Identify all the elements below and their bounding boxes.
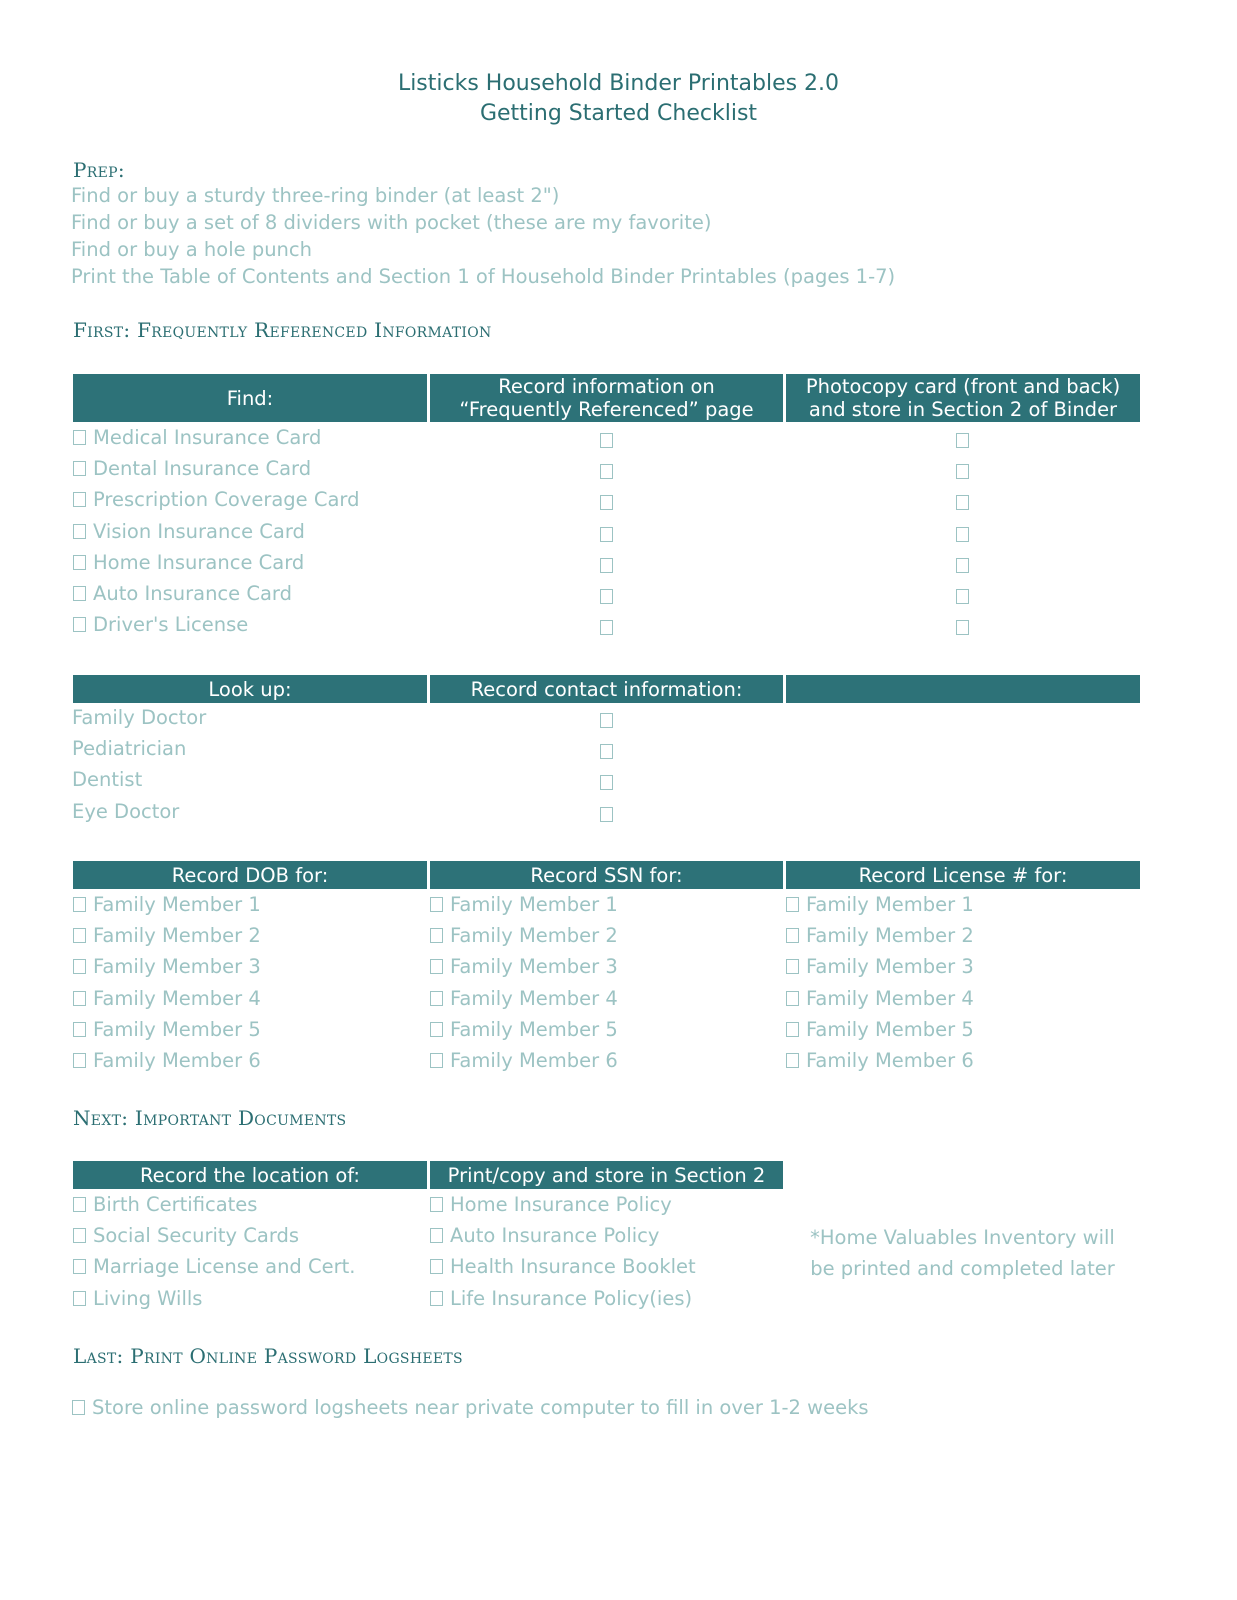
insurance-card-item-label: Home Insurance Card [93, 550, 305, 574]
photocopy-checkbox[interactable] [956, 558, 969, 573]
checkbox[interactable] [73, 1291, 86, 1306]
ssn-family-member-item[interactable] [430, 1018, 618, 1041]
next-heading: Next: Important Documents [73, 1106, 347, 1130]
checkbox[interactable] [73, 1259, 86, 1274]
document-location-item[interactable] [73, 1193, 257, 1216]
dob-family-member-item-label: Family Member 6 [93, 1049, 261, 1072]
checkbox[interactable] [786, 928, 799, 943]
license-family-member-item-label: Family Member 5 [806, 1017, 974, 1041]
insurance-card-item-label: Vision Insurance Card [93, 519, 305, 543]
document-location-item-label: Birth Certificates [93, 1193, 258, 1216]
checkbox[interactable] [430, 1259, 443, 1274]
checkbox[interactable] [786, 959, 799, 974]
record-checkbox[interactable] [600, 527, 613, 542]
lookup-item-label: Eye Doctor [72, 799, 180, 823]
prep-item: Find or buy a sturdy three-ring binder (at least 2") [71, 184, 560, 207]
table3-header-ssn: Record SSN for: [430, 861, 783, 889]
dob-family-member-item[interactable] [73, 1018, 261, 1041]
record-checkbox[interactable] [600, 495, 613, 510]
checkbox[interactable] [73, 430, 86, 445]
checkbox[interactable] [430, 1291, 443, 1306]
lookup-item [72, 768, 142, 791]
license-family-member-item[interactable] [786, 987, 974, 1010]
checkbox[interactable] [73, 897, 86, 912]
document-subtitle: Getting Started Checklist [479, 101, 758, 126]
checkbox[interactable] [73, 991, 86, 1006]
lookup-item [72, 737, 186, 760]
dob-family-member-item-label: Family Member 2 [93, 924, 261, 948]
table3-header-dob: Record DOB for: [73, 861, 427, 889]
insurance-card-item[interactable] [73, 488, 360, 511]
insurance-card-item-label: Driver's License [93, 613, 249, 637]
lookup-item [72, 706, 206, 729]
checkbox[interactable] [73, 492, 86, 507]
insurance-card-item[interactable] [73, 551, 304, 574]
prep-heading: Prep: [73, 158, 125, 182]
contact-checkbox[interactable] [600, 807, 613, 822]
document-location-item-label: Social Security Cards [93, 1224, 300, 1248]
table1-header-find: Find: [73, 374, 427, 422]
checkbox[interactable] [430, 1197, 443, 1212]
checkbox[interactable] [73, 586, 86, 601]
document-location-item[interactable] [73, 1287, 202, 1310]
checkbox[interactable] [72, 1400, 85, 1415]
table2-header-blank [786, 675, 1140, 703]
dob-family-member-item[interactable] [73, 924, 261, 947]
record-checkbox[interactable] [600, 558, 613, 573]
insurance-card-item[interactable] [73, 426, 321, 449]
record-checkbox[interactable] [600, 589, 613, 604]
dob-family-member-item[interactable] [73, 1049, 261, 1072]
checkbox[interactable] [73, 524, 86, 539]
checkbox[interactable] [786, 991, 799, 1006]
table3-header-license: Record License # for: [786, 861, 1140, 889]
lookup-item-label: Dentist [72, 768, 143, 792]
table2-header-lookup: Look up: [73, 675, 427, 703]
first-heading: First: Frequently Referenced Information [73, 318, 492, 342]
ssn-family-member-item[interactable] [430, 955, 618, 978]
checkbox[interactable] [786, 1053, 799, 1068]
license-family-member-item[interactable] [786, 955, 974, 978]
print-copy-item-label: Health Insurance Booklet [450, 1255, 696, 1279]
insurance-card-item-label: Dental Insurance Card [93, 457, 312, 481]
checkbox[interactable] [73, 555, 86, 570]
inventory-note-line1: *Home Valuables Inventory will [810, 1226, 1115, 1249]
checkbox[interactable] [73, 461, 86, 476]
checkbox[interactable] [786, 897, 799, 912]
checkbox[interactable] [73, 1228, 86, 1243]
license-family-member-item[interactable] [786, 924, 974, 947]
checkbox[interactable] [430, 1022, 443, 1037]
record-checkbox[interactable] [600, 620, 613, 635]
ssn-family-member-item[interactable] [430, 924, 618, 947]
print-copy-item[interactable] [430, 1193, 672, 1216]
license-family-member-item-label: Family Member 6 [806, 1049, 974, 1072]
checkbox[interactable] [430, 1053, 443, 1068]
license-family-member-item-label: Family Member 4 [806, 986, 974, 1010]
inventory-note-line2: be printed and completed later [810, 1257, 1115, 1280]
document-title: Listicks Household Binder Printables 2.0 [397, 71, 840, 96]
insurance-card-item-label: Auto Insurance Card [93, 582, 292, 605]
checkbox[interactable] [73, 928, 86, 943]
document-location-item[interactable] [73, 1224, 299, 1247]
checkbox[interactable] [73, 617, 86, 632]
ssn-family-member-item-label: Family Member 3 [450, 955, 618, 979]
photocopy-checkbox[interactable] [956, 527, 969, 542]
checkbox[interactable] [430, 897, 443, 912]
dob-family-member-item-label: Family Member 4 [93, 986, 261, 1010]
ssn-family-member-item-label: Family Member 4 [450, 986, 618, 1010]
ssn-family-member-item-label: Family Member 6 [450, 1049, 618, 1072]
last-item[interactable]: Store online password logsheets near private computer to fill in over 1-2 weeks [72, 1396, 869, 1419]
prep-item: Find or buy a hole punch [71, 238, 312, 261]
insurance-card-item[interactable] [73, 520, 305, 543]
lookup-item-label: Pediatrician [72, 737, 187, 761]
dob-family-member-item[interactable] [73, 987, 261, 1010]
ssn-family-member-item[interactable] [430, 987, 618, 1010]
dob-family-member-item-label: Family Member 3 [93, 955, 261, 979]
ssn-family-member-item[interactable] [430, 1049, 618, 1072]
document-location-item[interactable] [73, 1255, 355, 1278]
insurance-card-item-label: Prescription Coverage Card [93, 488, 360, 512]
print-copy-item[interactable] [430, 1255, 696, 1278]
print-copy-item[interactable] [430, 1224, 659, 1247]
last-heading: Last: Print Online Password Logsheets [73, 1344, 463, 1368]
photocopy-checkbox[interactable] [956, 495, 969, 510]
table1-header-record: Record information on “Frequently Referenced” page [430, 374, 783, 422]
checkbox[interactable] [73, 1022, 86, 1037]
document-location-item-label: Marriage License and Cert. [93, 1255, 356, 1279]
ssn-family-member-item-label: Family Member 1 [450, 893, 618, 916]
insurance-card-item[interactable] [73, 457, 311, 480]
checkbox[interactable] [73, 959, 86, 974]
photocopy-checkbox[interactable] [956, 433, 969, 448]
license-family-member-item[interactable] [786, 1049, 974, 1072]
license-family-member-item-label: Family Member 3 [806, 955, 974, 979]
license-family-member-item[interactable] [786, 893, 974, 916]
photocopy-checkbox[interactable] [956, 589, 969, 604]
license-family-member-item-label: Family Member 1 [806, 893, 974, 916]
lookup-item [72, 800, 179, 823]
print-copy-item-label: Life Insurance Policy(ies) [450, 1286, 693, 1310]
checkbox[interactable] [430, 1228, 443, 1243]
ssn-family-member-item-label: Family Member 2 [450, 924, 618, 948]
prep-item: Find or buy a set of 8 dividers with pocket (these are my favorite) [71, 211, 712, 234]
photocopy-checkbox[interactable] [956, 464, 969, 479]
record-checkbox[interactable] [600, 464, 613, 479]
dob-family-member-item[interactable] [73, 893, 261, 916]
dob-family-member-item-label: Family Member 1 [93, 893, 261, 916]
checkbox[interactable] [73, 1197, 86, 1212]
insurance-card-item-label: Medical Insurance Card [93, 426, 322, 449]
table4-header-print: Print/copy and store in Section 2 [430, 1161, 783, 1189]
ssn-family-member-item-label: Family Member 5 [450, 1017, 618, 1041]
checkbox[interactable] [430, 959, 443, 974]
document-location-item-label: Living Wills [93, 1286, 203, 1310]
dob-family-member-item-label: Family Member 5 [93, 1017, 261, 1041]
print-copy-item[interactable] [430, 1287, 692, 1310]
table4-header-location: Record the location of: [73, 1161, 427, 1189]
table2-header-contact: Record contact information: [430, 675, 783, 703]
photocopy-checkbox[interactable] [956, 620, 969, 635]
license-family-member-item-label: Family Member 2 [806, 924, 974, 948]
contact-checkbox[interactable] [600, 775, 613, 790]
checkbox[interactable] [430, 928, 443, 943]
lookup-item-label: Family Doctor [72, 706, 207, 729]
checkbox[interactable] [430, 991, 443, 1006]
insurance-card-item[interactable] [73, 582, 292, 605]
dob-family-member-item[interactable] [73, 955, 261, 978]
table1-header-photocopy: Photocopy card (front and back) and store in Section 2 of Binder [786, 374, 1140, 422]
prep-item: Print the Table of Contents and Section 1 of Household Binder Printables (pages 1-7) [71, 265, 896, 288]
contact-checkbox[interactable] [600, 713, 613, 728]
ssn-family-member-item[interactable] [430, 893, 618, 916]
insurance-card-item[interactable] [73, 613, 248, 636]
license-family-member-item[interactable] [786, 1018, 974, 1041]
contact-checkbox[interactable] [600, 744, 613, 759]
checkbox[interactable] [73, 1053, 86, 1068]
print-copy-item-label: Auto Insurance Policy [450, 1224, 660, 1248]
record-checkbox[interactable] [600, 433, 613, 448]
checkbox[interactable] [786, 1022, 799, 1037]
print-copy-item-label: Home Insurance Policy [450, 1193, 672, 1216]
